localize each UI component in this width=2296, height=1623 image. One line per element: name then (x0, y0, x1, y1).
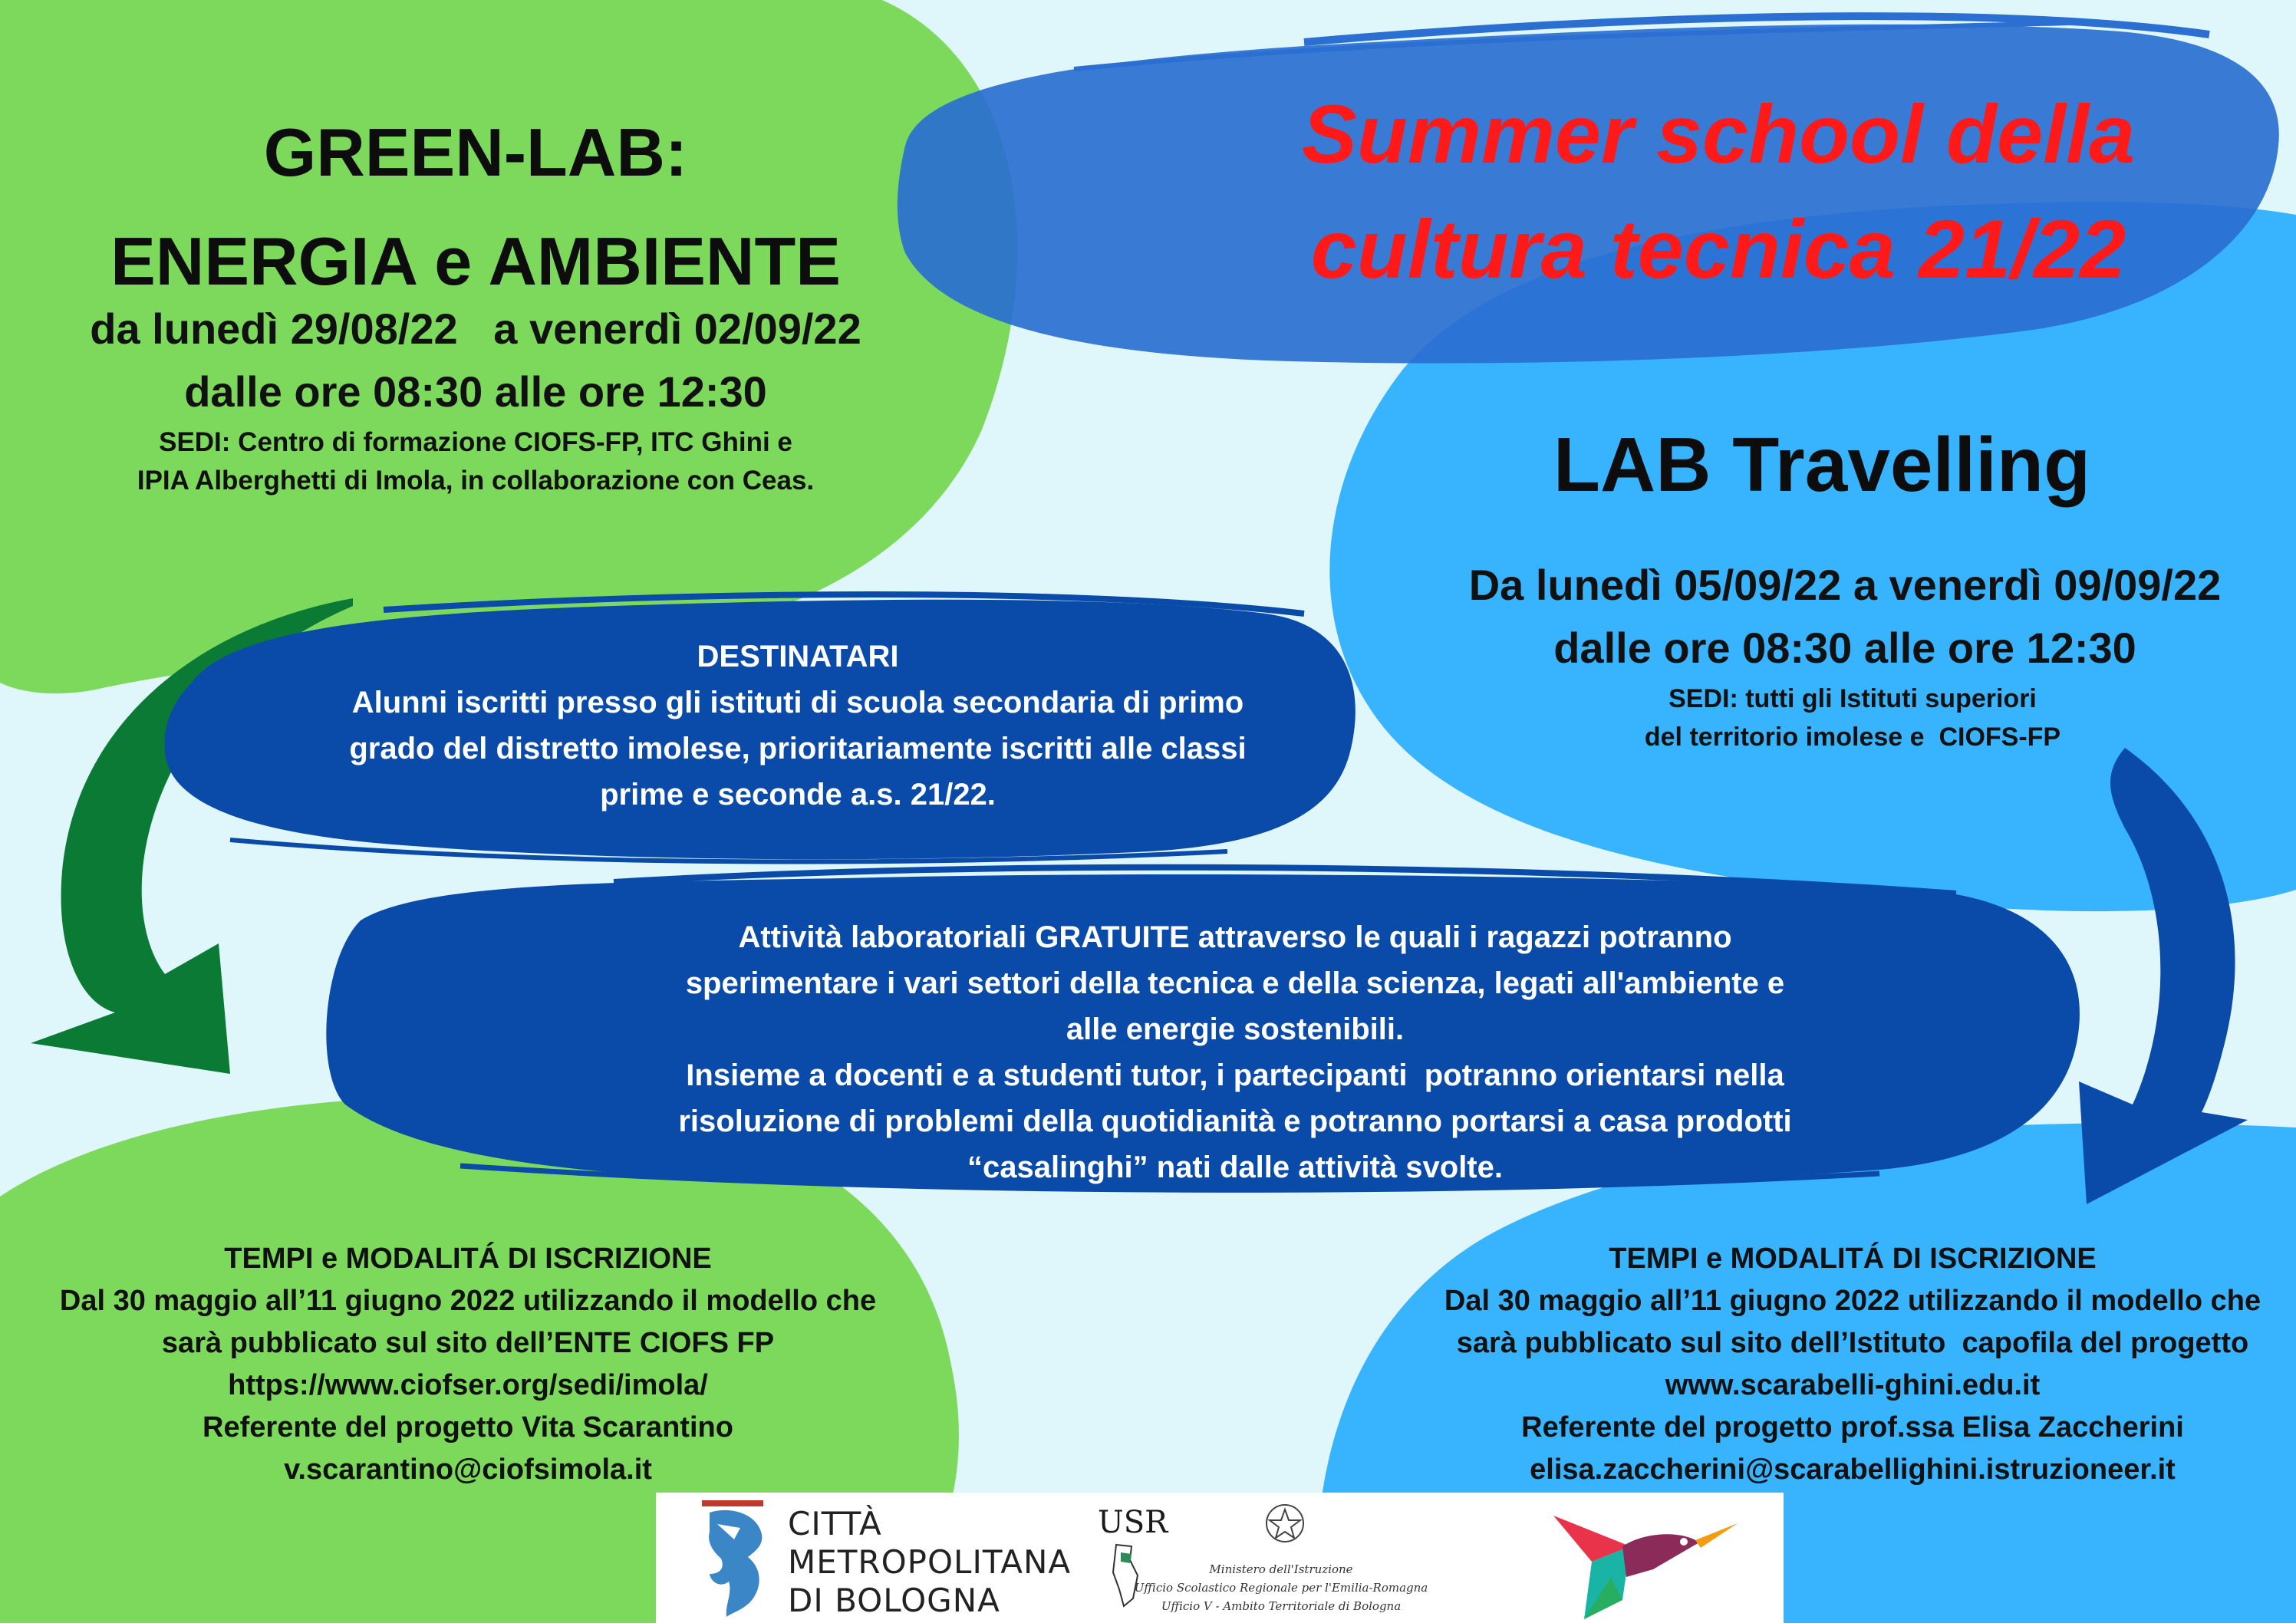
citta-metropolitana-logo-icon (687, 1497, 786, 1620)
destinatari-line1: Alunni iscritti presso gli istituti di scuola secondaria di primo (351, 686, 1244, 719)
lab-travelling-dates (1396, 554, 2294, 680)
summer-school-line1: Summer school della (1301, 87, 2136, 180)
iscrizione-left-line1: Dal 30 maggio all’11 giugno 2022 utilizzando il modello che (59, 1285, 877, 1317)
usr-logo-text: USR (1098, 1505, 1168, 1540)
green-lab-title-line2: ENERGIA e AMBIENTE (110, 223, 841, 299)
lab-travelling-sedi-line1: SEDI: tutti gli Istituti superiori (1668, 684, 2037, 713)
iscrizione-right-heading: TEMPI e MODALITÁ DI ISCRIZIONE (1609, 1243, 2097, 1275)
citta-line3: DI BOLOGNA (788, 1582, 1000, 1619)
green-lab-sedi (0, 423, 951, 500)
attivita-line6: “casalinghi” nati dalle attività svolte. (967, 1151, 1503, 1184)
summer-school-title (1181, 77, 2255, 307)
iscrizione-left-referente: Referente del progetto Vita Scarantino (203, 1411, 733, 1444)
iscrizione-right-line2: sarà pubblicato sul sito dell’Istituto capofila del progetto (1456, 1327, 2249, 1359)
iscrizione-left-line2: sarà pubblicato sul sito dell’ENTE CIOFS FP (161, 1327, 775, 1359)
summer-school-line2: cultura tecnica 21/22 (1310, 202, 2126, 295)
ministero-text (1116, 1560, 1446, 1615)
green-lab-title-line1: GREEN-LAB: (263, 114, 688, 190)
citta-line1: CITTÀ (788, 1505, 882, 1542)
ministero-line3: Ufficio V - Ambito Territoriale di Bologna (1161, 1599, 1402, 1613)
attivita-line5: risoluzione di problemi della quotidianità e potranno portarsi a casa prodotti (678, 1104, 1792, 1138)
iscrizione-left-heading: TEMPI e MODALITÁ DI ISCRIZIONE (224, 1243, 712, 1275)
attivita-line4: Insieme a docenti e a studenti tutor, i partecipanti potranno orientarsi nella (686, 1058, 1784, 1092)
lab-travelling-title: LAB Travelling (1553, 422, 2091, 508)
logos-strip (656, 1493, 1784, 1623)
citta-line2: METROPOLITANA (788, 1543, 1072, 1581)
lab-travelling-sedi (1519, 680, 2186, 756)
green-lab-dates (0, 298, 951, 423)
iscrizione-left (8, 1238, 928, 1491)
lab-travelling-sedi-line2: del territorio imolese e CIOFS-FP (1644, 723, 2061, 752)
green-lab-title (0, 98, 951, 316)
iscrizione-right-email[interactable]: elisa.zaccherini@scarabellighini.istruzioneer.it (1530, 1453, 2176, 1486)
attivita-line3: alle energie sostenibili. (1066, 1012, 1405, 1046)
iscrizione-right-line1: Dal 30 maggio all’11 giugno 2022 utilizzando il modello che (1444, 1285, 2261, 1317)
lab-travelling-hours: dalle ore 08:30 alle ore 12:30 (1553, 624, 2136, 672)
attivita-block (583, 914, 1887, 1190)
iscrizione-right-url[interactable]: www.scarabelli-ghini.edu.it (1665, 1369, 2041, 1401)
attivita-line1: Attività laboratoriali GRATUITE attraverso le quali i ragazzi potranno (738, 920, 1732, 954)
iscrizione-left-url[interactable]: https://www.ciofser.org/sedi/imola/ (228, 1369, 708, 1401)
attivita-line2: sperimentare i vari settori della tecnica e della scienza, legati all'ambiente e (685, 966, 1785, 1000)
bird-logo-icon (1538, 1508, 1738, 1619)
destinatari-line3: prime e seconde a.s. 21/22. (600, 778, 996, 812)
iscrizione-right (1412, 1238, 2294, 1491)
iscrizione-left-email[interactable]: v.scarantino@ciofsimola.it (284, 1453, 652, 1486)
green-lab-sedi-line2: IPIA Alberghetti di Imola, in collaborazione con Ceas. (137, 466, 815, 495)
green-lab-hours: dalle ore 08:30 alle ore 12:30 (184, 367, 767, 416)
ministero-line1: Ministero dell'Istruzione (1209, 1562, 1353, 1576)
ministero-line2: Ufficio Scolastico Regionale per l'Emilia-Romagna (1134, 1581, 1428, 1595)
iscrizione-right-referente: Referente del progetto prof.ssa Elisa Zaccherini (1521, 1411, 2184, 1444)
repubblica-emblem-icon (1262, 1497, 1308, 1551)
destinatari-heading: DESTINATARI (697, 640, 899, 673)
green-lab-sedi-line1: SEDI: Centro di formazione CIOFS-FP, ITC Ghini e (159, 427, 792, 457)
green-lab-dates-line1: da lunedì 29/08/22 a venerdì 02/09/22 (90, 305, 861, 353)
destinatari-block (268, 634, 1327, 818)
destinatari-line2: grado del distretto imolese, prioritariamente iscritti alle classi (349, 732, 1247, 765)
citta-metropolitana-text (788, 1505, 1071, 1620)
lab-travelling-dates-line1: Da lunedì 05/09/22 a venerdì 09/09/22 (1468, 561, 2222, 609)
